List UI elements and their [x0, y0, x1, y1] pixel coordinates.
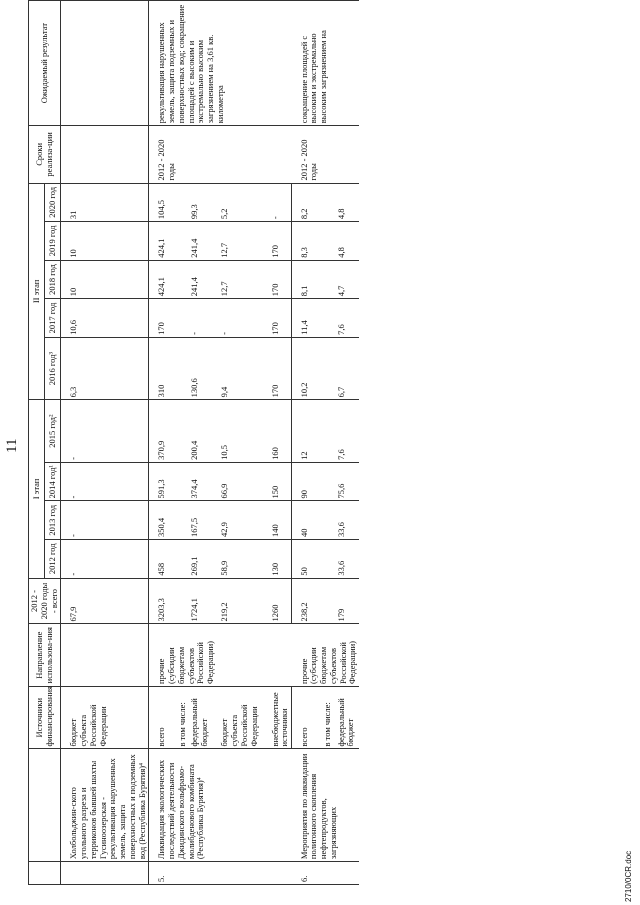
header-year-2016: 2016 год³	[45, 337, 61, 400]
header-year-2019: 2019 год	[45, 222, 61, 261]
cell-2012: 50	[292, 540, 313, 579]
cell-2013: 33,6	[336, 501, 360, 540]
cell-2016: 6,3	[61, 337, 149, 400]
table-row	[149, 1, 168, 885]
cell-2017: -	[210, 299, 260, 338]
cell-2014: 66,9	[210, 462, 260, 501]
cell-2016: 6,7	[336, 337, 360, 400]
row-terms: 2012 - 2020 годы	[149, 126, 292, 183]
cell-2019: 10	[61, 222, 149, 261]
row-source: всего	[292, 686, 313, 749]
row-source: всего	[149, 686, 168, 749]
cell-2017: 10,6	[61, 299, 149, 338]
row-source: федеральный бюджет	[336, 686, 360, 749]
cell-2020: 99,3	[189, 183, 211, 222]
cell-2018: 4,7	[336, 260, 360, 299]
cell-2012: 58,9	[210, 540, 260, 579]
cell-2020: 104,5	[149, 183, 168, 222]
footer-file-code: 2710/0CR.doc	[624, 850, 633, 902]
row-source: в том числе:	[168, 686, 189, 749]
header-total: 2012 - 2020 годы - всего	[29, 578, 61, 624]
cell-2019: 241,4	[189, 222, 211, 261]
cell-2016: 130,6	[189, 337, 211, 400]
row-result: сокращение площадей с высоким и экстремально высоким загрязнением на	[292, 1, 360, 126]
cell-2016: 310	[149, 337, 168, 400]
header-year-2015: 2015 год²	[45, 400, 61, 463]
cell-2017: 7,6	[336, 299, 360, 338]
cell-2012	[168, 540, 189, 579]
header-year-2018: 2018 год	[45, 260, 61, 299]
cell-2020: 31	[61, 183, 149, 222]
row-terms	[61, 126, 149, 183]
cell-2014: 150	[261, 462, 292, 501]
cell-2013: 167,5	[189, 501, 211, 540]
cell-2013: -	[61, 501, 149, 540]
cell-2019: 170	[261, 222, 292, 261]
table-header-row-1	[29, 1, 45, 885]
row-direction: прочие (субсидии бюджетам субъектов Российской Федерации)	[149, 624, 292, 687]
cell-2020: 4,8	[336, 183, 360, 222]
cell-2012: 130	[261, 540, 292, 579]
cell-2019: 4,8	[336, 222, 360, 261]
cell-2019: 8,3	[292, 222, 313, 261]
cell-2020	[313, 183, 336, 222]
row-source: в том числе:	[313, 686, 336, 749]
cell-2012: 269,1	[189, 540, 211, 579]
header-year-2013: 2013 год	[45, 501, 61, 540]
cell-2015: -	[61, 400, 149, 463]
cell-2019: 424,1	[149, 222, 168, 261]
cell-2015: 160	[261, 400, 292, 463]
cell-2015	[168, 400, 189, 463]
cell-2017	[168, 299, 189, 338]
cell-2014: 374,4	[189, 462, 211, 501]
header-terms: Сроки реализа-ции	[29, 126, 61, 183]
cell-2014: -	[61, 462, 149, 501]
cell-2017: 170	[261, 299, 292, 338]
cell-2012: -	[61, 540, 149, 579]
cell-2018	[168, 260, 189, 299]
row-total: 238,2	[292, 578, 313, 624]
cell-2016: 10,2	[292, 337, 313, 400]
header-year-2020: 2020 год	[45, 183, 61, 222]
cell-2013	[168, 501, 189, 540]
cell-2014	[168, 462, 189, 501]
header-year-2014: 2014 год¹	[45, 462, 61, 501]
row-source: внебюджетные источники	[261, 686, 292, 749]
row-name: Ликвидация экологических последствий деятельности Джидинского вольфрамо-молибденового комбината (Республика Бурятия)⁴	[149, 749, 292, 862]
row-result: рекультивация нарушенных земель, защита подземных и поверхностных вод; сокращение площадей с высоким и экстремально высоким загрязнением на 3,61 кв. километра	[149, 1, 292, 126]
cell-2020: -	[261, 183, 292, 222]
cell-2016: 9,4	[210, 337, 260, 400]
cell-2018: 424,1	[149, 260, 168, 299]
table-row	[292, 1, 313, 885]
cell-2018: 12,7	[210, 260, 260, 299]
cell-2019	[168, 222, 189, 261]
cell-2018: 10	[61, 260, 149, 299]
cell-2015	[313, 400, 336, 463]
cell-2019	[313, 222, 336, 261]
header-year-2017: 2017 год	[45, 299, 61, 338]
header-source: Источники финансирования	[29, 686, 61, 749]
cell-2013: 40	[292, 501, 313, 540]
cell-2019: 12,7	[210, 222, 260, 261]
cell-2016	[313, 337, 336, 400]
header-stage-1: I этап	[29, 400, 45, 578]
header-direction: Направление использова-ния	[29, 624, 61, 687]
row-source: бюджет субъекта Российской Федерации	[61, 686, 149, 749]
header-name	[29, 749, 61, 862]
program-funding-table	[28, 0, 359, 885]
row-name: Мероприятия по ликвидации полигонного скопления нефтепродуктов, загрязняющих	[292, 749, 360, 862]
row-direction: прочие (субсидии бюджетам субъектов Российской Федерации)	[292, 624, 360, 687]
header-result: Ожидаемый результат	[29, 1, 61, 126]
row-total: 3203,3	[149, 578, 168, 624]
header-year-2012: 2012 год	[45, 540, 61, 579]
row-total: 67,9	[61, 578, 149, 624]
cell-2016: 170	[261, 337, 292, 400]
header-stage-2: II этап	[29, 183, 45, 400]
cell-2017	[313, 299, 336, 338]
cell-2016	[168, 337, 189, 400]
row-number	[61, 862, 149, 885]
row-total: 1260	[261, 578, 292, 624]
header-no	[29, 862, 61, 885]
cell-2015: 10,5	[210, 400, 260, 463]
table-row	[61, 1, 149, 885]
cell-2018: 8,1	[292, 260, 313, 299]
cell-2017: 170	[149, 299, 168, 338]
row-number: 5.	[149, 862, 292, 885]
cell-2018: 170	[261, 260, 292, 299]
row-source: федеральный бюджет	[189, 686, 211, 749]
row-total: 219,2	[210, 578, 260, 624]
cell-2013	[313, 501, 336, 540]
page-number: 11	[4, 438, 20, 453]
cell-2015: 7,6	[336, 400, 360, 463]
cell-2020	[168, 183, 189, 222]
row-total: 179	[336, 578, 360, 624]
row-direction	[61, 624, 149, 687]
row-terms: 2012 - 2020 годы	[292, 126, 360, 183]
cell-2017: -	[189, 299, 211, 338]
row-total	[168, 578, 189, 624]
cell-2020: 5,2	[210, 183, 260, 222]
cell-2013: 42,9	[210, 501, 260, 540]
cell-2013: 350,4	[149, 501, 168, 540]
cell-2018	[313, 260, 336, 299]
row-total	[313, 578, 336, 624]
cell-2015: 200,4	[189, 400, 211, 463]
cell-2017: 11,4	[292, 299, 313, 338]
row-total: 1724,1	[189, 578, 211, 624]
cell-2013: 140	[261, 501, 292, 540]
cell-2014	[313, 462, 336, 501]
row-number: 6.	[292, 862, 360, 885]
cell-2014: 90	[292, 462, 313, 501]
cell-2012: 458	[149, 540, 168, 579]
cell-2015: 12	[292, 400, 313, 463]
cell-2014: 591,3	[149, 462, 168, 501]
cell-2012: 33,6	[336, 540, 360, 579]
cell-2020: 8,2	[292, 183, 313, 222]
cell-2014: 75,6	[336, 462, 360, 501]
row-source: бюджет субъекта Российской Федерации	[210, 686, 260, 749]
cell-2015: 370,9	[149, 400, 168, 463]
cell-2018: 241,4	[189, 260, 211, 299]
row-result	[61, 1, 149, 126]
row-name: Холбольджин-ского угольного разреза и терриконов бывшей шахты Гусиноозерская - рекультивация нарушенных земель, защита поверхностных и подземных вод (Республика Бурятия)⁴	[61, 749, 149, 862]
cell-2012	[313, 540, 336, 579]
